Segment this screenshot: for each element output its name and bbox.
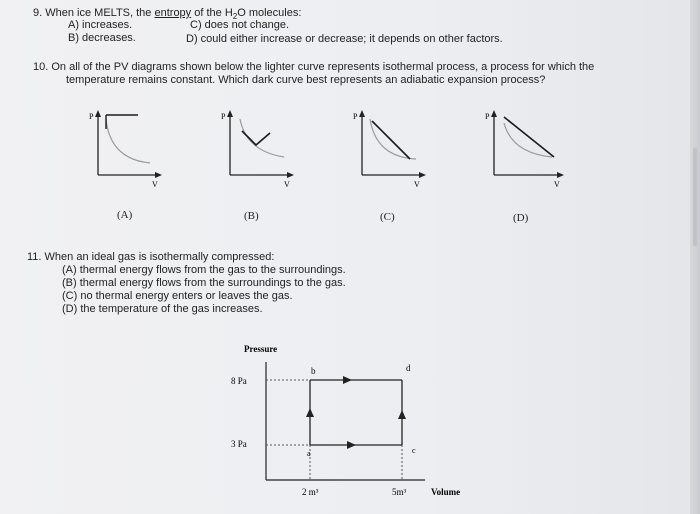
- isotherm-light-curve: [240, 119, 284, 157]
- q11-option-c: (C) no thermal energy enters or leaves the gas.: [62, 290, 293, 302]
- q11-option-b: (B) thermal energy flows from the surroundings to the gas.: [62, 277, 346, 289]
- point-label-c: c: [412, 446, 416, 455]
- choice-label-c: (C): [380, 211, 395, 223]
- arrow-right-bd: [343, 376, 352, 384]
- choice-label-b: (B): [244, 210, 259, 222]
- v-axis-label: V: [152, 180, 158, 189]
- point-label-b: b: [311, 366, 316, 376]
- pv-diagram-a: [86, 103, 168, 195]
- arrow-up-ab: [306, 408, 314, 417]
- pv-diagram-c: [350, 103, 432, 195]
- x-axis-title: Volume: [431, 487, 461, 497]
- pv-diagram-d: [482, 103, 570, 195]
- dark-curve: [242, 131, 270, 145]
- pv-diagram-b: [218, 103, 300, 195]
- isotherm-light-curve: [504, 123, 552, 157]
- q11-stem: 11. When an ideal gas is isothermally compressed:: [27, 251, 275, 263]
- p-axis-label: P: [353, 112, 358, 121]
- p-axis-label: P: [89, 112, 94, 121]
- isotherm-light-curve: [106, 119, 150, 163]
- q9-option-d: D) could either increase or decrease; it depends on other factors.: [186, 33, 503, 45]
- scroll-indicator: [693, 148, 697, 246]
- y-tick-8pa: 8 Pa: [231, 376, 247, 386]
- q10-stem-line1: 10. On all of the PV diagrams shown below the lighter curve represents isothermal process, a process for which the: [33, 61, 595, 73]
- x-tick-2m3: 2 m³: [302, 487, 319, 497]
- q9-stem: 9. When ice MELTS, the entropy of the $H_2O$ molecules:: [33, 7, 302, 22]
- v-axis-label: V: [414, 180, 420, 189]
- q9-option-c: C) does not change.: [190, 19, 290, 31]
- v-axis-label: V: [284, 180, 290, 189]
- arrow-right-ac: [347, 441, 356, 449]
- p-axis-label: P: [485, 112, 490, 121]
- pressure-volume-diagram: [220, 338, 480, 508]
- point-label-d: d: [406, 363, 411, 373]
- point-label-a: a: [307, 449, 311, 458]
- page-edge-shadow: [690, 0, 700, 514]
- q9-option-a: A) increases.: [68, 19, 133, 31]
- choice-label-d: (D): [513, 212, 529, 224]
- choice-label-a: (A): [117, 209, 133, 221]
- y-tick-3pa: 3 Pa: [231, 439, 247, 449]
- v-axis-label: V: [554, 180, 560, 189]
- arrow-up-cd: [398, 410, 406, 419]
- q11-option-a: (A) thermal energy flows from the gas to the surroundings.: [62, 264, 346, 276]
- p-axis-label: P: [221, 112, 226, 121]
- q9-option-b: B) decreases.: [68, 32, 136, 44]
- x-tick-5m3: 5m³: [392, 487, 407, 497]
- q11-option-d: (D) the temperature of the gas increases.: [62, 303, 263, 315]
- y-axis-title: Pressure: [244, 344, 278, 354]
- q10-stem-line2: temperature remains constant. Which dark curve best represents an adiabatic expansion process?: [66, 74, 546, 86]
